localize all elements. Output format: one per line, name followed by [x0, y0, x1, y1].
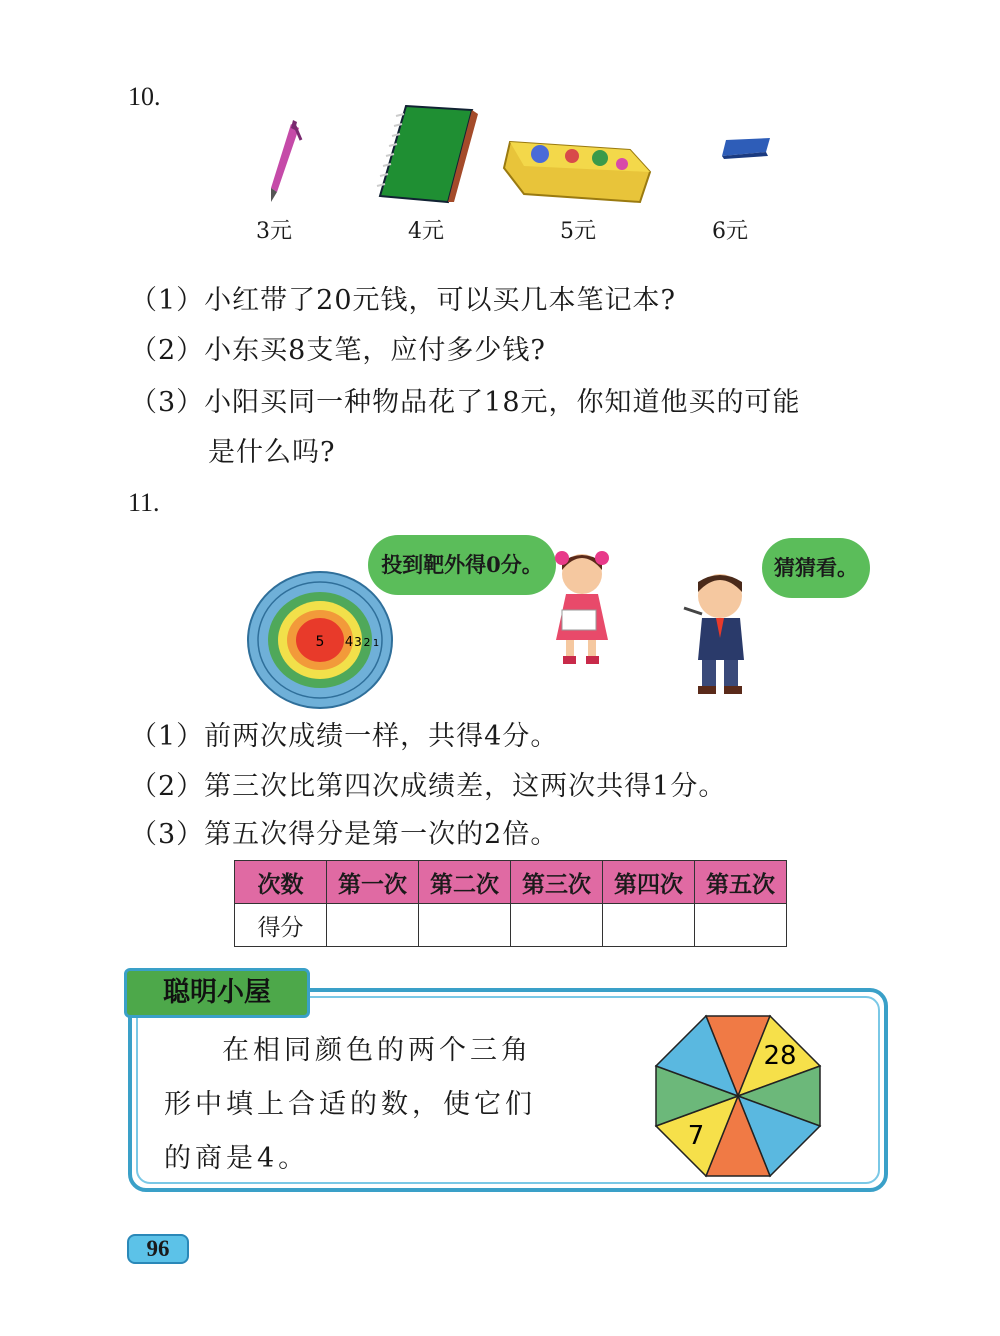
octagon-number-28: 28: [763, 1041, 797, 1071]
header-cell-2: 第二次: [419, 861, 511, 904]
score-cell-3[interactable]: [511, 904, 603, 947]
clever-house-text-2: 形中填上合适的数，使它们: [164, 1089, 536, 1120]
target-label-5: 5: [315, 634, 325, 650]
q10-question-3-cont: 是什么吗?: [208, 437, 336, 468]
clever-house-text-3: 的商是4。: [164, 1143, 310, 1174]
pen-price: 3元: [256, 219, 292, 244]
header-cell-count: 次数: [235, 861, 327, 904]
header-cell-1: 第一次: [327, 861, 419, 904]
q11-question-2: （2）第三次比第四次成绩差，这两次共得1分。: [130, 771, 727, 802]
target-label-3: 3: [354, 635, 362, 649]
target-label-2: 2: [363, 636, 371, 649]
header-cell-3: 第三次: [511, 861, 603, 904]
score-table-header-row: [235, 861, 787, 904]
score-table: [234, 860, 787, 947]
clever-house-title: 聪明小屋: [124, 968, 310, 1018]
q10-question-1: （1）小红带了20元钱，可以买几本笔记本?: [130, 285, 677, 316]
target-icon: [245, 570, 395, 710]
target-label-1: 1: [372, 638, 380, 649]
clever-house-text-1: 在相同颜色的两个三角: [222, 1035, 532, 1066]
row-label-score: 得分: [235, 904, 327, 947]
score-cell-4[interactable]: [603, 904, 695, 947]
boy-figure-icon: [680, 568, 766, 700]
score-table-row: [235, 904, 787, 947]
header-cell-4: 第四次: [603, 861, 695, 904]
q10-question-2: （2）小东买8支笔，应付多少钱?: [130, 335, 546, 366]
notebook-price: 4元: [408, 219, 444, 244]
pencil-case-price: 5元: [560, 219, 596, 244]
girl-figure-icon: [548, 548, 618, 670]
eraser-icon: [718, 136, 774, 160]
eraser-price: 6元: [712, 219, 748, 244]
score-cell-2[interactable]: [419, 904, 511, 947]
octagon-number-7: 7: [687, 1121, 705, 1151]
q11-question-1: （1）前两次成绩一样，共得4分。: [130, 721, 559, 752]
q10-question-3: （3）小阳买同一种物品花了18元，你知道他买的可能: [130, 387, 801, 418]
boy-speech-bubble: 猜猜看。: [762, 538, 870, 598]
girl-speech-bubble: 投到靶外得0分。: [368, 535, 556, 595]
score-cell-5[interactable]: [695, 904, 787, 947]
header-cell-5: 第五次: [695, 861, 787, 904]
pencil-case-icon: [500, 132, 656, 210]
question-10-number: 10.: [128, 82, 161, 111]
target-label-4: 4: [344, 635, 354, 650]
notebook-icon: [376, 102, 480, 204]
question-11-number: 11.: [128, 488, 160, 517]
score-cell-1[interactable]: [327, 904, 419, 947]
pen-icon: [255, 118, 315, 204]
octagon-puzzle: [648, 1012, 828, 1180]
q11-question-3: （3）第五次得分是第一次的2倍。: [130, 819, 559, 850]
page-number: 96: [127, 1234, 189, 1264]
